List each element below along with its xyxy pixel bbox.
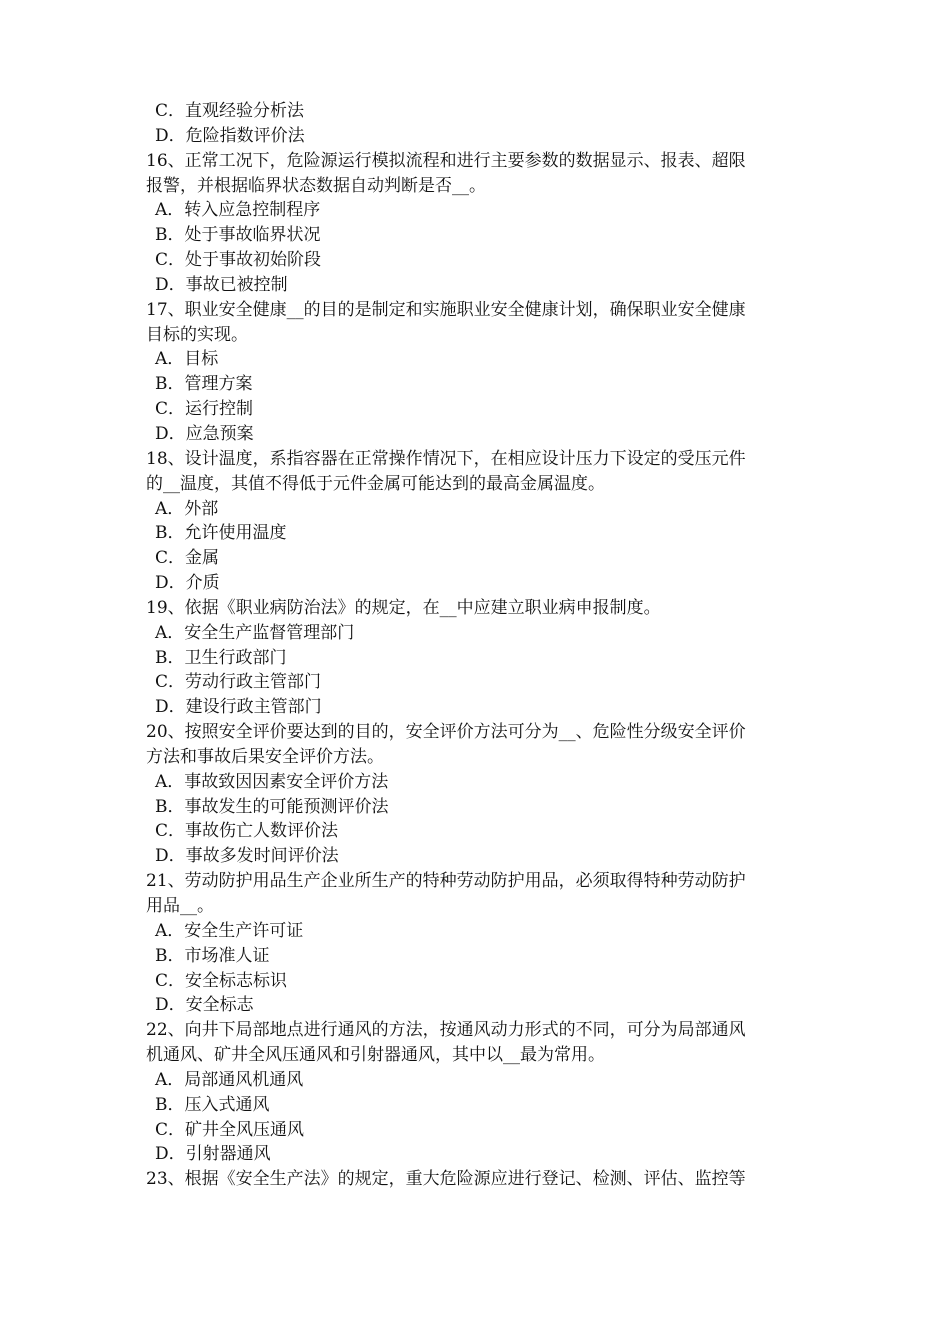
- question-text-line: 16、正常工况下，危险源运行模拟流程和进行主要参数的数据显示、报表、超限: [146, 150, 746, 171]
- answer-option-line: B．市场准人证: [155, 945, 270, 966]
- answer-option-line: A．安全生产监督管理部门: [155, 622, 355, 643]
- answer-option-line: A．安全生产许可证: [155, 920, 304, 941]
- answer-option-line: D．建设行政主管部门: [155, 697, 322, 718]
- answer-option-line: D．危险指数评价法: [155, 125, 305, 146]
- answer-option-line: B．事故发生的可能预测评价法: [155, 796, 389, 817]
- question-text-line: 17、职业安全健康__的目的是制定和实施职业安全健康计划，确保职业安全健康: [146, 299, 746, 320]
- answer-option-line: D．安全标志: [155, 995, 254, 1016]
- question-text-line: 方法和事故后果安全评价方法。: [146, 746, 384, 767]
- answer-option-line: D．介质: [155, 573, 220, 594]
- answer-option-line: D．应急预案: [155, 423, 254, 444]
- question-text-line: 目标的实现。: [146, 324, 248, 345]
- document-body: [146, 99, 822, 1192]
- question-text-line: 19、依据《职业病防治法》的规定，在__中应建立职业病申报制度。: [146, 597, 661, 618]
- answer-option-line: B．处于事故临界状况: [155, 225, 321, 246]
- answer-option-line: A．局部通风机通风: [155, 1069, 304, 1090]
- answer-option-line: B．允许使用温度: [155, 523, 287, 544]
- answer-option-line: A．转入应急控制程序: [155, 200, 321, 221]
- answer-option-line: A．事故致因因素安全评价方法: [155, 771, 389, 792]
- answer-option-line: A．目标: [155, 349, 219, 370]
- answer-option-line: C．安全标志标识: [155, 970, 288, 991]
- answer-option-line: B．管理方案: [155, 374, 253, 395]
- question-text-line: 21、劳动防护用品生产企业所生产的特种劳动防护用品，必须取得特种劳动防护: [146, 871, 746, 892]
- answer-option-line: D．事故已被控制: [155, 274, 288, 295]
- answer-option-line: B．卫生行政部门: [155, 647, 287, 668]
- answer-option-line: C．处于事故初始阶段: [155, 250, 322, 271]
- question-text-line: 22、向井下局部地点进行通风的方法，按通风动力形式的不同，可分为局部通风: [146, 1020, 746, 1041]
- answer-option-line: C．运行控制: [155, 399, 254, 420]
- answer-option-line: C．金属: [155, 548, 220, 569]
- question-text-line: 23、根据《安全生产法》的规定，重大危险源应进行登记、检测、评估、监控等: [146, 1169, 746, 1190]
- question-text-line: 报警，并根据临界状态数据自动判断是否__。: [146, 175, 486, 196]
- question-text-line: 20、按照安全评价要达到的目的，安全评价方法可分为__、危险性分级安全评价: [146, 722, 746, 743]
- question-text-line: 的__温度，其值不得低于元件金属可能达到的最高金属温度。: [146, 473, 605, 494]
- question-text-line: 18、设计温度，系指容器在正常操作情况下，在相应设计压力下设定的受压元件: [146, 448, 746, 469]
- answer-option-line: C．事故伤亡人数评价法: [155, 821, 339, 842]
- answer-option-line: C．直观经验分析法: [155, 101, 305, 121]
- question-text-line: 机通风、矿井全风压通风和引射器通风，其中以__最为常用。: [146, 1045, 605, 1066]
- answer-option-line: D．引射器通风: [155, 1144, 271, 1165]
- answer-option-line: C．劳动行政主管部门: [155, 672, 322, 693]
- answer-option-line: C．矿井全风压通风: [155, 1119, 305, 1140]
- answer-option-line: B．压入式通风: [155, 1094, 270, 1115]
- answer-option-line: D．事故多发时间评价法: [155, 846, 339, 867]
- question-text-line: 用品__。: [146, 896, 214, 916]
- answer-option-line: A．外部: [155, 498, 219, 519]
